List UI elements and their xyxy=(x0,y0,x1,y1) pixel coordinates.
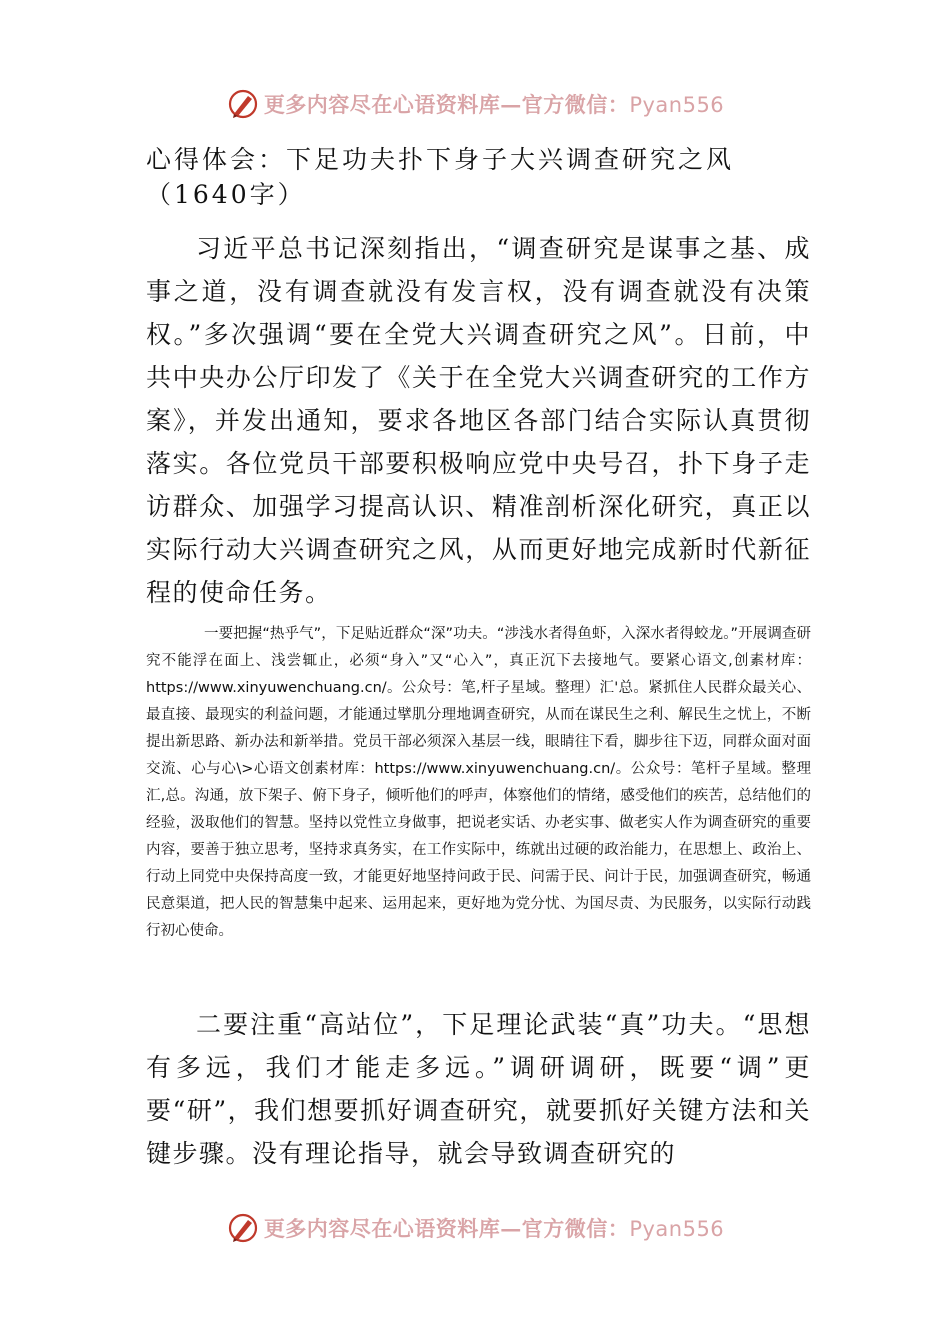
footer-banner-text: 更多内容尽在心语资料库—官方微信：Pyan556 xyxy=(263,1216,725,1241)
paragraph-2: 一要把握“热乎气”，下足贴近群众“深”功夫。“涉浅水者得鱼虾，入深水者得蛟龙。”开展调查研究不能浮在面上、浅尝辄止，必须“身入”又“心入”，真正沉下去接地气。要紧心语文,创素材库：https://www.xinyuwenchuang.cn/。公众号：笔,杆子星域。整理）汇'总。紧抓住人民群众最关心、最直接、最现实的利益问题，才能通过擘肌分理地调查研究，从而在谋民生之利、解民生之忧上，不断提出新思路、新办法和新举措。党员干部必须深入基层一线，眼睛往下看，脚步往下迈，同群众面对面交流、心与心\>心语文创素材库：https://www.xinyuwenchuang.cn/。公众号：笔杆子星域。整理汇,总。沟通，放下架子、俯下身子，倾听他们的呼声，体察他们的情绪，感受他们的疾苦，总结他们的经验，汲取他们的智慧。坚持以党性立身做事，把说老实话、办老实事、做老实人作为调查研究的重要内容，要善于独立思考，坚持求真务实，在工作实际中，练就出过硬的政治能力，在思想上、政治上、行动上同党中央保持高度一致，才能更好地坚持问政于民、问需于民、问计于民，加强调查研究，畅通民意渠道，把人民的智慧集中起来、运用起来，更好地为党分忧、为国尽责、为民服务，以实际行动践行初心使命。 xyxy=(146,626,811,939)
pen-logo-icon xyxy=(226,1211,260,1245)
header-banner-text: 更多内容尽在心语资料库—官方微信：Pyan556 xyxy=(263,92,725,117)
paragraph-1: 习近平总书记深刻指出，“调查研究是谋事之基、成事之道，没有调查就没有发言权，没有调查就没有决策权。”多次强调“要在全党大兴调查研究之风”。日前，中共中央办公厅印发了《关于在全党大兴调查研究的工作方案》，并发出通知，要求各地区各部门结合实际认真贯彻落实。各位党员干部要积极响应党中央号召，扑下身子走访群众、加强学习提高认识、精准剖析深化研究，真正以实际行动大兴调查研究之风，从而更好地完成新时代新征程的使命任务。 xyxy=(146,234,811,607)
footer-banner xyxy=(0,1208,950,1248)
paragraph-3: 二要注重“高站位”，下足理论武装“真”功夫。“思想有多远，我们才能走多远。”调研调研，既要“调”更要“研”，我们想要抓好调查研究，就要抓好关键方法和关键步骤。没有理论指导，就会导致调查研究的 xyxy=(146,1010,811,1168)
pen-logo-icon xyxy=(226,87,260,121)
document-title: 心得体会：下足功夫扑下身子大兴调查研究之风（1640字） xyxy=(146,145,735,209)
header-banner xyxy=(0,84,950,124)
